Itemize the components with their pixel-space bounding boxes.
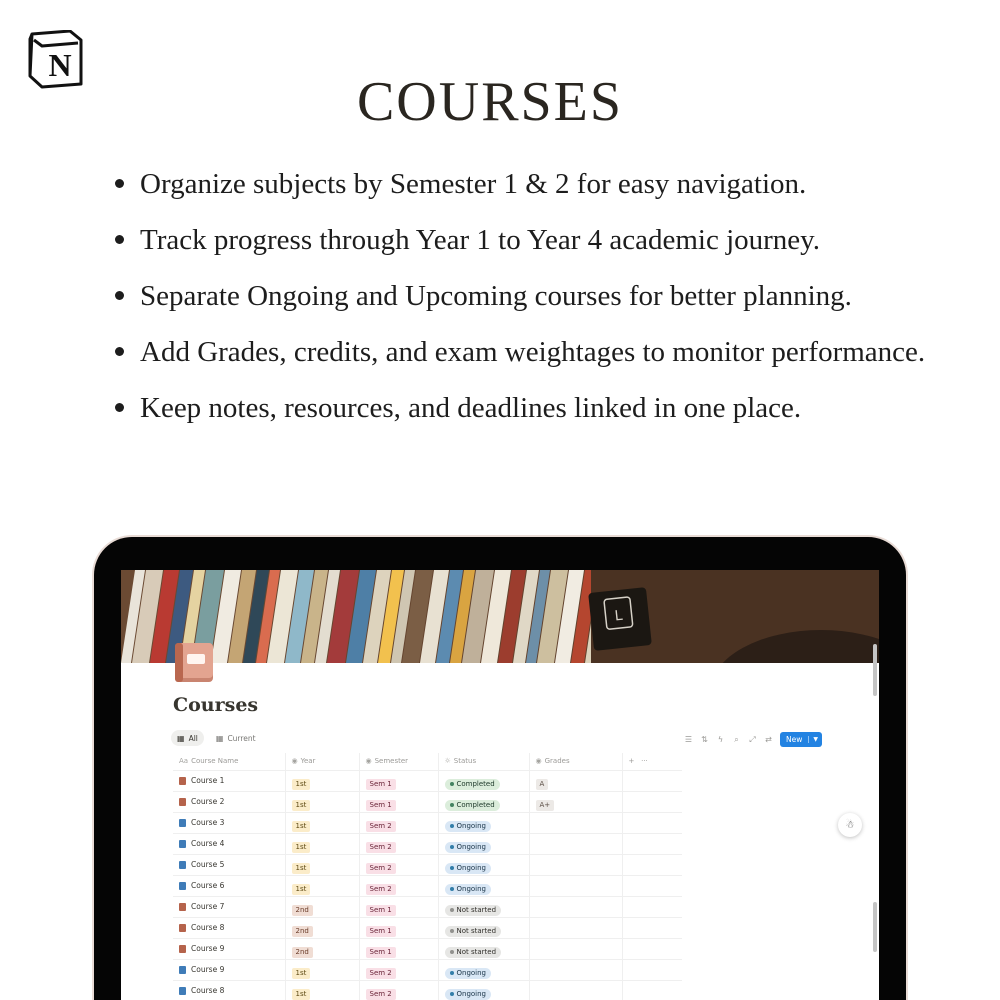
course-title: Course 9 [191, 965, 225, 974]
status-property-icon: ☼ [444, 757, 451, 766]
sort-icon[interactable]: ⇅ [701, 735, 708, 744]
cell-empty [622, 791, 682, 812]
database-toolbar [684, 732, 822, 747]
status-label: Ongoing [456, 968, 486, 977]
status-dot-icon [450, 971, 454, 975]
book-page-icon [173, 640, 217, 684]
cell-empty [622, 896, 682, 917]
courses-table [173, 753, 682, 1000]
cell-grade[interactable] [529, 833, 622, 854]
cell-year[interactable] [285, 875, 359, 896]
filter-icon[interactable]: ☰ [684, 735, 693, 744]
course-name [179, 776, 285, 785]
year-tag: 1st [292, 842, 311, 853]
status-dot-icon [450, 845, 454, 849]
tab-label: All [188, 733, 198, 743]
cell-semester[interactable] [359, 917, 438, 938]
table-header-row [173, 753, 682, 770]
status-dot-icon [450, 803, 454, 807]
cell-status[interactable] [438, 854, 529, 875]
table-row[interactable] [173, 959, 682, 980]
semester-tag: Sem 2 [366, 863, 396, 874]
table-row[interactable] [173, 854, 682, 875]
cell-course-name[interactable] [173, 896, 285, 917]
course-title: Course 9 [191, 944, 225, 953]
course-name [179, 797, 285, 806]
tab-all[interactable] [171, 730, 204, 746]
search-icon[interactable]: ⌕ [734, 734, 739, 744]
cell-status[interactable] [438, 770, 529, 791]
column-header-semester[interactable] [359, 753, 438, 770]
status-label: Ongoing [456, 821, 486, 830]
cell-grade[interactable] [529, 812, 622, 833]
database-title: Courses [173, 694, 259, 716]
year-tag: 2nd [292, 926, 313, 937]
column-label: Course Name [191, 757, 239, 766]
book-icon [179, 966, 186, 974]
semester-tag: Sem 1 [366, 905, 396, 916]
cell-grade[interactable] [529, 896, 622, 917]
cell-status[interactable] [438, 959, 529, 980]
add-column-button[interactable]: + [628, 757, 635, 766]
course-title: Course 7 [191, 902, 225, 911]
year-tag: 2nd [292, 905, 313, 916]
cell-course-name[interactable] [173, 770, 285, 791]
cell-empty [622, 875, 682, 896]
cell-year[interactable] [285, 812, 359, 833]
course-title: Course 2 [191, 797, 225, 806]
cell-course-name[interactable] [173, 980, 285, 1000]
cell-status[interactable] [438, 917, 529, 938]
cell-grade[interactable] [529, 938, 622, 959]
feature-list [113, 156, 943, 436]
cell-semester[interactable] [359, 770, 438, 791]
help-assistant-button[interactable] [838, 813, 862, 837]
year-tag: 1st [292, 821, 311, 832]
course-title: Course 1 [191, 776, 225, 785]
semester-tag: Sem 1 [366, 926, 396, 937]
status-dot-icon [450, 866, 454, 870]
tab-label: Current [227, 733, 256, 743]
status-badge [445, 926, 502, 937]
course-title: Course 4 [191, 839, 225, 848]
cell-grade[interactable] [529, 770, 622, 791]
view-tabs [171, 730, 262, 746]
year-tag: 1st [292, 884, 311, 895]
app-screen [121, 570, 879, 1000]
column-header-year[interactable] [285, 753, 359, 770]
status-badge [445, 800, 500, 811]
status-badge [445, 821, 492, 832]
status-dot-icon [450, 908, 454, 912]
cell-semester[interactable] [359, 959, 438, 980]
status-badge [445, 779, 500, 790]
status-label: Not started [456, 947, 497, 956]
cell-status[interactable] [438, 833, 529, 854]
column-label: Grades [544, 757, 570, 766]
year-tag: 2nd [292, 947, 313, 958]
cell-grade[interactable] [529, 917, 622, 938]
book-icon [179, 882, 186, 890]
cell-year[interactable] [285, 770, 359, 791]
semester-tag: Sem 2 [366, 821, 396, 832]
cell-semester[interactable] [359, 812, 438, 833]
status-label: Ongoing [456, 989, 486, 998]
book-icon [179, 987, 186, 995]
table-row[interactable] [173, 791, 682, 812]
status-label: Ongoing [456, 842, 486, 851]
text-property-icon: Aa [179, 757, 189, 766]
table-row[interactable] [173, 896, 682, 917]
cell-semester[interactable] [359, 938, 438, 959]
cell-empty [622, 959, 682, 980]
table-icon: ▦ [215, 733, 224, 743]
book-icon [179, 861, 186, 869]
cell-semester[interactable] [359, 854, 438, 875]
course-title: Course 3 [191, 818, 225, 827]
feature-item: Organize subjects by Semester 1 & 2 for easy navigation. [113, 156, 943, 212]
cell-course-name[interactable] [173, 959, 285, 980]
cell-course-name[interactable] [173, 812, 285, 833]
status-dot-icon [450, 782, 454, 786]
feature-item: Keep notes, resources, and deadlines linked in one place. [113, 380, 943, 436]
semester-tag: Sem 2 [366, 989, 396, 1000]
cell-empty [622, 917, 682, 938]
table-row[interactable] [173, 980, 682, 1000]
grade-tag: A+ [536, 800, 555, 811]
column-label: Year [300, 757, 316, 766]
course-title: Course 5 [191, 860, 225, 869]
status-dot-icon [450, 950, 454, 954]
expand-icon[interactable]: ⤢ [749, 734, 756, 744]
cell-course-name[interactable] [173, 875, 285, 896]
status-label: Not started [456, 905, 497, 914]
cell-semester[interactable] [359, 791, 438, 812]
cell-semester[interactable] [359, 980, 438, 1000]
status-label: Completed [456, 800, 495, 809]
select-property-icon: ◉ [365, 757, 372, 766]
column-label: Status [453, 757, 477, 766]
cell-course-name[interactable] [173, 833, 285, 854]
status-dot-icon [450, 929, 454, 933]
scrollbar[interactable] [873, 644, 877, 696]
status-badge [445, 884, 492, 895]
tab-current[interactable] [210, 730, 262, 746]
year-tag: 1st [292, 800, 311, 811]
chevron-down-icon[interactable]: ▼ [808, 736, 818, 743]
cell-grade[interactable] [529, 980, 622, 1000]
table-row[interactable] [173, 833, 682, 854]
new-button-label: New [786, 735, 803, 744]
year-tag: 1st [292, 989, 311, 1000]
cell-empty [622, 854, 682, 875]
table-row[interactable] [173, 938, 682, 959]
semester-tag: Sem 2 [366, 884, 396, 895]
book-icon [179, 819, 186, 827]
table-row[interactable] [173, 875, 682, 896]
grade-tag: A [536, 779, 549, 790]
cell-status[interactable] [438, 938, 529, 959]
cell-empty [622, 833, 682, 854]
semester-tag: Sem 2 [366, 842, 396, 853]
column-header-grades[interactable] [529, 753, 622, 770]
course-name [179, 902, 285, 911]
course-name [179, 860, 285, 869]
select-property-icon: ◉ [535, 757, 542, 766]
table-row[interactable] [173, 917, 682, 938]
feature-item: Separate Ongoing and Upcoming courses for better planning. [113, 268, 943, 324]
cell-grade[interactable] [529, 791, 622, 812]
cell-year[interactable] [285, 980, 359, 1000]
table-icon: ▦ [177, 733, 185, 743]
year-tag: 1st [292, 863, 311, 874]
status-label: Not started [456, 926, 497, 935]
status-label: Completed [456, 779, 495, 788]
cell-status[interactable] [438, 875, 529, 896]
layout-icon[interactable]: ⇄ [765, 735, 772, 744]
course-title: Course 8 [191, 923, 225, 932]
column-label: Semester [374, 757, 409, 766]
course-name [179, 986, 285, 995]
more-options-button[interactable]: ··· [641, 757, 648, 766]
semester-tag: Sem 1 [366, 779, 396, 790]
status-label: Ongoing [456, 863, 486, 872]
cell-empty [622, 770, 682, 791]
cell-year[interactable] [285, 833, 359, 854]
book-icon [179, 840, 186, 848]
svg-text:N: N [48, 47, 72, 83]
column-header-course-name[interactable] [173, 753, 285, 770]
svg-text:L: L [613, 607, 624, 625]
select-property-icon: ◉ [291, 757, 298, 766]
course-name [179, 923, 285, 932]
course-name [179, 881, 285, 890]
cell-empty [622, 980, 682, 1000]
cell-course-name[interactable] [173, 854, 285, 875]
course-title: Course 8 [191, 986, 225, 995]
semester-tag: Sem 1 [366, 800, 396, 811]
cell-status[interactable] [438, 980, 529, 1000]
cell-status[interactable] [438, 812, 529, 833]
book-icon [179, 924, 186, 932]
assistant-icon: ☃ [845, 819, 855, 831]
status-badge [445, 968, 492, 979]
course-name [179, 965, 285, 974]
add-column-header [622, 753, 682, 770]
cell-semester[interactable] [359, 833, 438, 854]
cell-course-name[interactable] [173, 917, 285, 938]
cell-year[interactable] [285, 917, 359, 938]
cell-year[interactable] [285, 896, 359, 917]
cell-empty [622, 812, 682, 833]
status-badge [445, 905, 502, 916]
laptop-frame [94, 537, 906, 1000]
table-row[interactable] [173, 770, 682, 791]
cell-year[interactable] [285, 938, 359, 959]
year-tag: 1st [292, 779, 311, 790]
status-dot-icon [450, 992, 454, 996]
cell-semester[interactable] [359, 896, 438, 917]
status-dot-icon [450, 824, 454, 828]
status-badge [445, 989, 492, 1000]
cell-course-name[interactable] [173, 791, 285, 812]
cell-grade[interactable] [529, 959, 622, 980]
status-dot-icon [450, 887, 454, 891]
year-tag: 1st [292, 968, 311, 979]
feature-item: Add Grades, credits, and exam weightages to monitor performance. [113, 324, 943, 380]
cell-grade[interactable] [529, 854, 622, 875]
book-icon [179, 777, 186, 785]
cell-year[interactable] [285, 791, 359, 812]
feature-item: Track progress through Year 1 to Year 4 academic journey. [113, 212, 943, 268]
cell-course-name[interactable] [173, 938, 285, 959]
scrollbar[interactable] [873, 902, 877, 952]
semester-tag: Sem 2 [366, 968, 396, 979]
cell-semester[interactable] [359, 875, 438, 896]
lightning-icon[interactable]: ϟ [717, 735, 724, 744]
cover-image [121, 570, 879, 663]
book-icon [179, 945, 186, 953]
cell-status[interactable] [438, 896, 529, 917]
course-name [179, 818, 285, 827]
status-badge [445, 947, 502, 958]
table-row[interactable] [173, 812, 682, 833]
cell-year[interactable] [285, 854, 359, 875]
status-badge [445, 842, 492, 853]
course-name [179, 944, 285, 953]
new-button[interactable] [780, 732, 822, 747]
course-title: Course 6 [191, 881, 225, 890]
cell-grade[interactable] [529, 875, 622, 896]
course-name [179, 839, 285, 848]
semester-tag: Sem 1 [366, 947, 396, 958]
column-header-status[interactable] [438, 753, 529, 770]
page-title: COURSES [356, 71, 624, 133]
book-icon [179, 903, 186, 911]
cell-year[interactable] [285, 959, 359, 980]
book-icon [179, 798, 186, 806]
cell-status[interactable] [438, 791, 529, 812]
status-badge [445, 863, 492, 874]
status-label: Ongoing [456, 884, 486, 893]
cell-empty [622, 938, 682, 959]
